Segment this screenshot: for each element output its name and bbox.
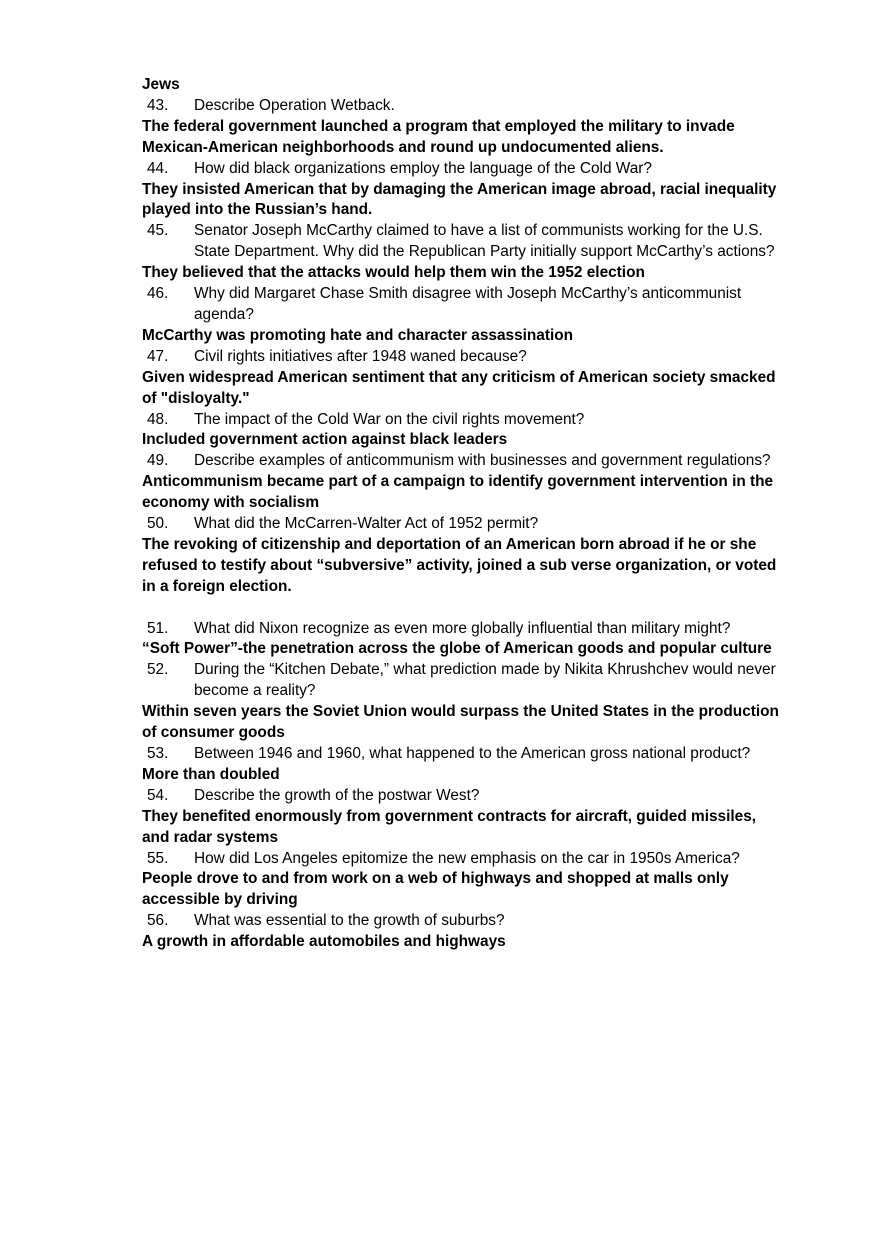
question-number: 48. [147, 410, 169, 428]
question-number: 54. [147, 786, 169, 804]
question-text: What did the McCarren-Walter Act of 1952 permit? [194, 515, 539, 533]
question-item [142, 744, 780, 765]
question-item [142, 221, 780, 263]
question-number: 49. [147, 452, 169, 470]
question-text: Civil rights initiatives after 1948 waned because? [194, 347, 527, 365]
question-number: 55. [147, 849, 169, 867]
question-number: 47. [147, 347, 169, 365]
question-item [142, 96, 780, 117]
question-number: 51. [147, 619, 169, 637]
question-number: 53. [147, 744, 169, 762]
question-item [142, 849, 780, 870]
question-number: 56. [147, 912, 169, 930]
answer-text: “Soft Power”-the penetration across the globe of American goods and popular culture [142, 640, 772, 658]
answer-text: More than doubled [142, 765, 280, 783]
answer-text: A growth in affordable automobiles and highways [142, 933, 506, 951]
answer-text: People drove to and from work on a web of highways and shopped at malls only accessible by driving [142, 870, 729, 909]
question-text: Senator Joseph McCarthy claimed to have a list of communists working for the U.S. State Department. Why did the Republican Party initially support McCarthy’s actions? [194, 222, 775, 261]
question-item [142, 786, 780, 807]
question-number: 45. [147, 222, 169, 240]
question-number: 46. [147, 285, 169, 303]
lead-text: Jews [142, 76, 180, 93]
question-item [142, 514, 780, 535]
question-number: 52. [147, 661, 169, 679]
qa-list [142, 96, 780, 953]
answer-text: They insisted American that by damaging the American image abroad, racial inequality played into the Russian’s hand. [142, 180, 777, 219]
paragraph-gap [142, 598, 780, 619]
question-text: What did Nixon recognize as even more globally influential than military might? [194, 619, 731, 637]
question-item [142, 660, 780, 702]
question-item [142, 451, 780, 472]
answer-text: Within seven years the Soviet Union would surpass the United States in the production of consumer goods [142, 703, 779, 742]
question-text: During the “Kitchen Debate,” what prediction made by Nikita Khrushchev would never become a reality? [194, 661, 776, 700]
question-text: Describe examples of anticommunism with businesses and government regulations? [194, 452, 771, 470]
question-text: The impact of the Cold War on the civil rights movement? [194, 410, 585, 428]
question-text: Describe the growth of the postwar West? [194, 786, 480, 804]
answer-text: The revoking of citizenship and deportation of an American born abroad if he or she refused to testify about “subversive” activity, joined a sub verse organization, or voted in a foreign election. [142, 535, 777, 595]
question-number: 44. [147, 159, 169, 177]
question-item [142, 619, 780, 640]
question-number: 50. [147, 515, 169, 533]
question-item [142, 911, 780, 932]
answer-text: Included government action against black leaders [142, 431, 508, 449]
answer-text: They believed that the attacks would help them win the 1952 election [142, 264, 645, 282]
answer-text: The federal government launched a program that employed the military to invade Mexican-American neighborhoods and round up undocumented aliens. [142, 117, 735, 156]
question-text: Describe Operation Wetback. [194, 96, 395, 114]
question-number: 43. [147, 96, 169, 114]
question-item [142, 410, 780, 431]
question-text: What was essential to the growth of suburbs? [194, 912, 505, 930]
question-item [142, 284, 780, 326]
question-text: How did black organizations employ the language of the Cold War? [194, 159, 652, 177]
answer-text: McCarthy was promoting hate and character assassination [142, 326, 574, 344]
question-text: How did Los Angeles epitomize the new emphasis on the car in 1950s America? [194, 849, 740, 867]
answer-text: Given widespread American sentiment that any criticism of American society smacked of "disloyalty." [142, 368, 776, 407]
question-text: Why did Margaret Chase Smith disagree with Joseph McCarthy’s anticommunist agenda? [194, 285, 742, 323]
question-item [142, 347, 780, 368]
answer-text: They benefited enormously from government contracts for aircraft, guided missiles, and radar systems [142, 807, 757, 846]
answer-text: Anticommunism became part of a campaign to identify government intervention in the economy with socialism [142, 473, 774, 512]
question-text: Between 1946 and 1960, what happened to the American gross national product? [194, 744, 751, 762]
question-item [142, 159, 780, 180]
